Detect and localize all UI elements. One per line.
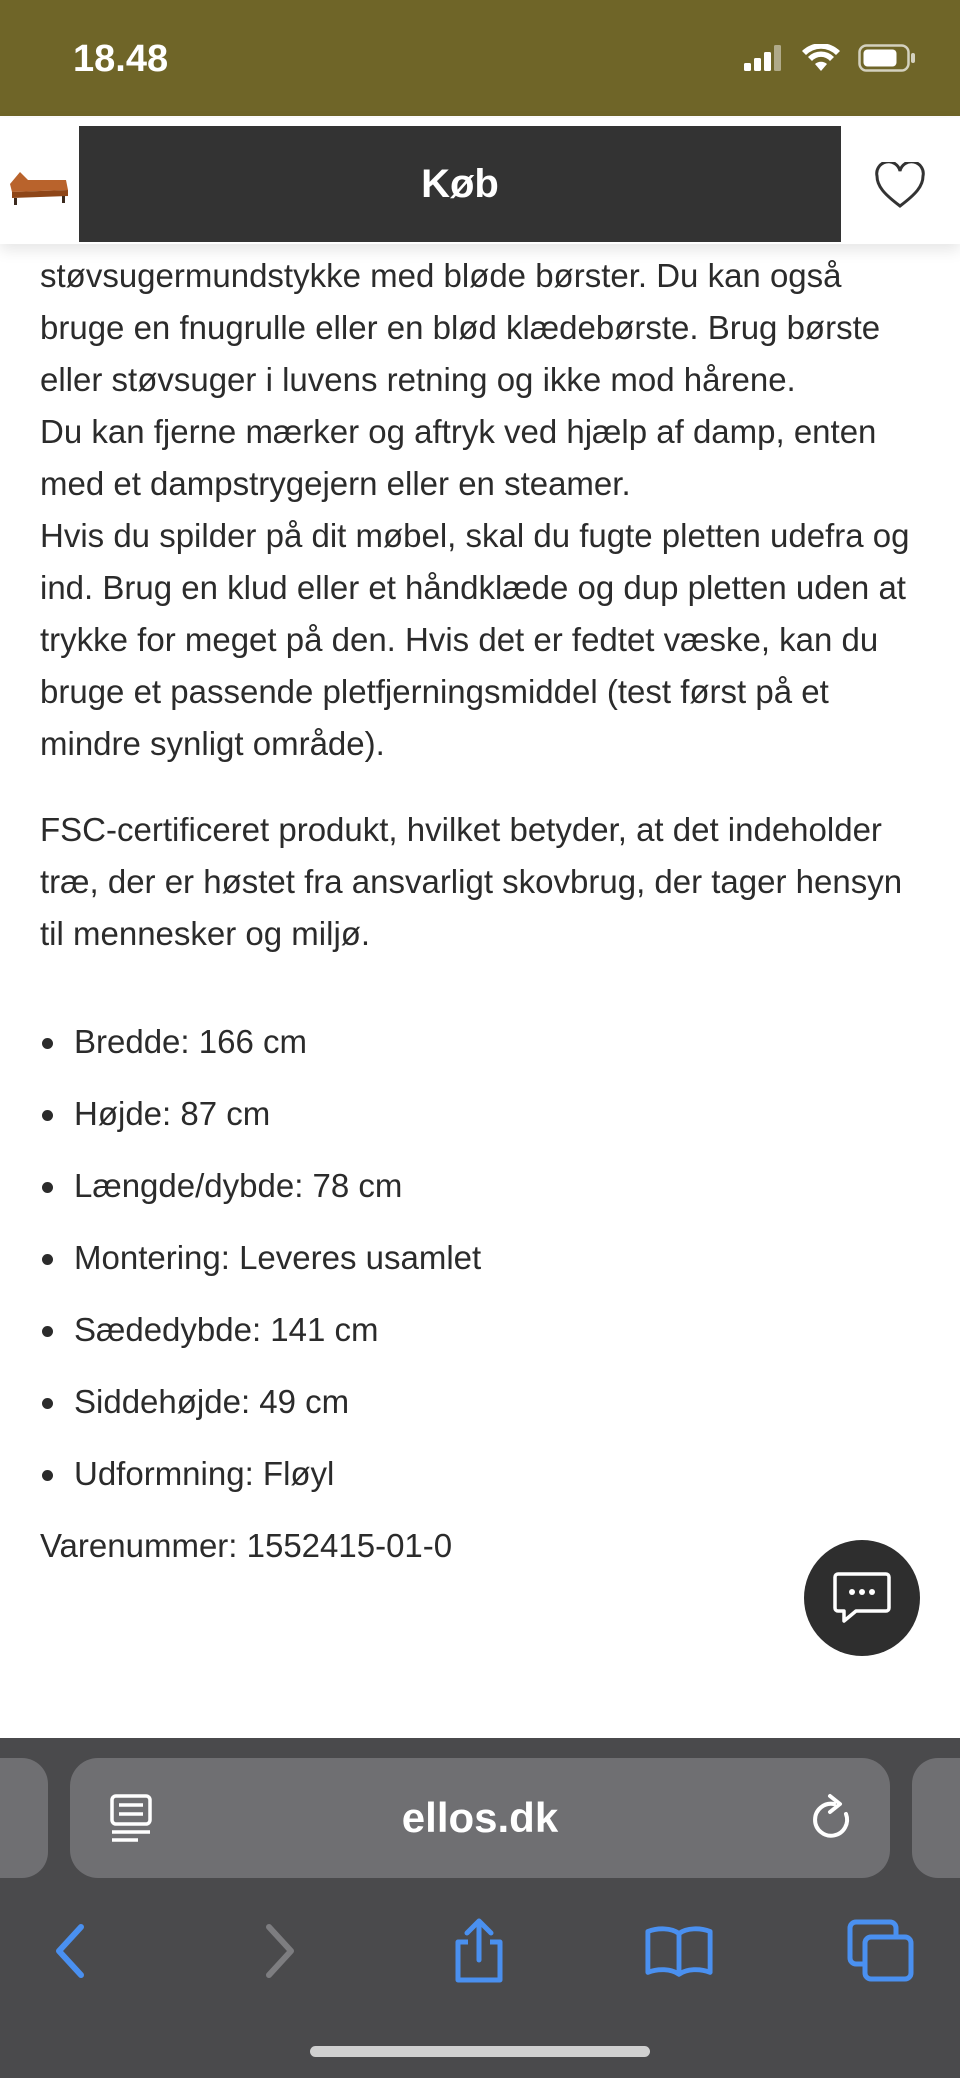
home-indicator[interactable] (310, 2046, 650, 2057)
previous-tab-peek[interactable] (0, 1758, 48, 1878)
sku-number: Varenummer: 1552415-01-0 (40, 1527, 453, 1564)
list-item: Bredde: 166 cm (40, 1016, 920, 1088)
spec-list (40, 1016, 920, 1520)
browser-chrome (0, 1738, 960, 2078)
list-item: Længde/dybde: 78 cm (40, 1160, 920, 1232)
share-button[interactable] (444, 1916, 514, 1986)
url-text: ellos.dk (401, 1794, 559, 1841)
status-bar (0, 0, 960, 116)
wifi-icon (802, 44, 840, 72)
sticky-buy-bar (0, 118, 960, 244)
forward-icon (259, 1923, 299, 1979)
next-tab-peek[interactable] (912, 1758, 960, 1878)
battery-icon (858, 44, 916, 72)
address-bar[interactable] (70, 1758, 890, 1878)
list-item: Udformning: Fløyl (40, 1448, 920, 1520)
status-time: 18.48 (73, 38, 169, 80)
browser-toolbar (0, 1908, 960, 2008)
bookmarks-button[interactable] (644, 1916, 714, 1986)
back-button[interactable] (36, 1916, 106, 1986)
share-icon (450, 1918, 508, 1984)
back-icon (51, 1923, 91, 1979)
forward-button[interactable] (244, 1916, 314, 1986)
status-icons (744, 44, 916, 72)
chat-bubble-icon (832, 1570, 892, 1626)
reload-icon[interactable] (808, 1792, 856, 1844)
product-thumbnail[interactable] (6, 162, 72, 208)
list-item: Siddehøjde: 49 cm (40, 1376, 920, 1448)
list-item: Sædedybde: 141 cm (40, 1304, 920, 1376)
care-paragraph-3: Hvis du spilder på dit møbel, skal du fugte pletten udefra og ind. Brug en klud eller et håndklæde og dup pletten uden at trykke for meget på den. Hvis det er fedtet væske, kan du bruge et passende pletfjerningsmiddel (test først på et mindre synligt område). (40, 517, 910, 762)
care-paragraph-2: Du kan fjerne mærker og aftryk ved hjælp af damp, enten med et dampstrygejern eller en steamer. (40, 413, 877, 502)
signal-icon (744, 45, 784, 71)
list-item: Højde: 87 cm (40, 1088, 920, 1160)
bookmarks-icon (644, 1923, 714, 1979)
tabs-button[interactable] (846, 1916, 916, 1986)
buy-button[interactable]: Køb (79, 126, 841, 242)
fsc-paragraph: FSC-certificeret produkt, hvilket betyder, at det indeholder træ, der er høstet fra ansvarligt skovbrug, der tager hensyn til mennesker og miljø. (40, 811, 903, 952)
care-paragraph-1: støvsugermundstykke med bløde børster. Du kan også bruge en fnugrulle eller en blød klædebørste. Brug børste eller støvsuger i luvens retning og ikke mod hårene. (40, 257, 881, 398)
heart-icon[interactable] (874, 162, 926, 210)
product-description (40, 250, 920, 1572)
list-item: Montering: Leveres usamlet (40, 1232, 920, 1304)
tabs-icon (847, 1919, 915, 1983)
chat-button[interactable] (804, 1540, 920, 1656)
